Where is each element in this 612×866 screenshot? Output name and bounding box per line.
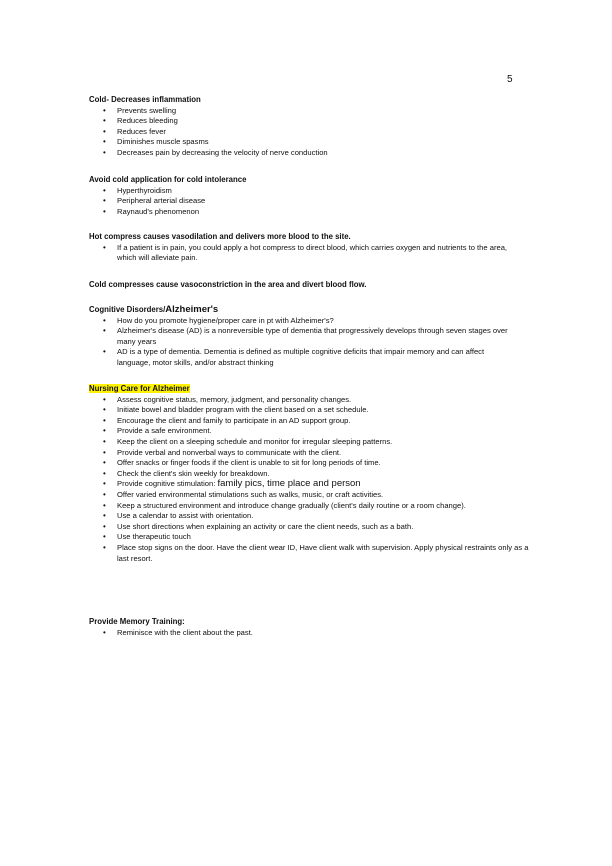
list-item: • Use therapeutic touch — [89, 532, 529, 543]
avoid-cold-list — [89, 186, 529, 218]
list-item: • Check the client's skin weekly for breakdown. — [89, 469, 529, 480]
list-item: • Reduces fever — [89, 127, 529, 138]
memory-training-heading: Provide Memory Training: — [89, 617, 185, 626]
nursing-care-section — [89, 384, 529, 564]
cold-list — [89, 106, 529, 159]
cold-compress-heading: Cold compresses cause vasoconstriction in the area and divert blood flow. — [89, 280, 367, 289]
nursing-care-heading — [89, 384, 529, 395]
list-item — [89, 479, 529, 490]
list-item: • Diminishes muscle spasms — [89, 137, 529, 148]
memory-training-list — [89, 628, 529, 639]
list-item: • Raynaud's phenomenon — [89, 207, 529, 218]
cognitive-list — [89, 316, 529, 369]
cognitive-heading-handwritten: Alzheimer's — [165, 304, 219, 315]
list-item: • AD is a type of dementia. Dementia is defined as multiple cognitive deficits that impair memory and can affect language, motor skills, and/or abstract thinking — [89, 347, 529, 368]
avoid-cold-heading: Avoid cold application for cold intolerance — [89, 175, 247, 184]
list-item: • Offer varied environmental stimulations such as walks, music, or craft activities. — [89, 490, 529, 501]
stimulation-text: Provide cognitive stimulation: — [117, 479, 216, 489]
cold-compress-section — [89, 280, 529, 291]
cognitive-section — [89, 305, 529, 369]
hot-compress-list — [89, 243, 529, 264]
list-item: • Place stop signs on the door. Have the client wear ID, Have client walk with supervision. Apply physical restraints only as a last resort. — [89, 543, 529, 564]
list-item: • Reminisce with the client about the past. — [89, 628, 529, 639]
list-item: • Keep the client on a sleeping schedule and monitor for irregular sleeping patterns. — [89, 437, 529, 448]
list-item: • Prevents swelling — [89, 106, 529, 117]
avoid-cold-section — [89, 175, 529, 217]
stimulation-handwritten: family pics, time place and person — [217, 478, 361, 490]
list-item: • How do you promote hygiene/proper care in pt with Alzheimer's? — [89, 316, 529, 327]
list-item: • Use short directions when explaining an activity or care the client needs, such as a bath. — [89, 522, 529, 533]
hot-compress-heading: Hot compress causes vasodilation and delivers more blood to the site. — [89, 232, 351, 241]
memory-training-section — [89, 617, 529, 638]
hot-compress-section — [89, 232, 529, 264]
list-item: • Decreases pain by decreasing the velocity of nerve conduction — [89, 148, 529, 159]
nursing-care-list — [89, 395, 529, 565]
list-item: • Alzheimer's disease (AD) is a nonreversible type of dementia that progressively develops through seven stages over many years — [89, 326, 529, 347]
list-item: • Assess cognitive status, memory, judgment, and personality changes. — [89, 395, 529, 406]
nursing-care-heading-text: Nursing Care for Alzheimer — [89, 384, 190, 393]
list-item: • Keep a structured environment and introduce change gradually (client's daily routine or a room change). — [89, 501, 529, 512]
list-item: • Reduces bleeding — [89, 116, 529, 127]
list-item: • Use a calendar to assist with orientation. — [89, 511, 529, 522]
list-item: • Offer snacks or finger foods if the client is unable to sit for long periods of time. — [89, 458, 529, 469]
cold-section — [89, 95, 529, 159]
list-item: • If a patient is in pain, you could apply a hot compress to direct blood, which carries oxygen and nutrients to the area, which will alleviate pain. — [89, 243, 529, 264]
list-item: • Provide verbal and nonverbal ways to communicate with the client. — [89, 448, 529, 459]
cognitive-heading — [89, 305, 529, 316]
cognitive-heading-prefix: Cognitive Disorders/ — [89, 305, 166, 314]
cold-heading: Cold- Decreases inflammation — [89, 95, 201, 104]
list-item: • Peripheral arterial disease — [89, 196, 529, 207]
list-item: • Initiate bowel and bladder program with the client based on a set schedule. — [89, 405, 529, 416]
list-item: • Provide a safe environment. — [89, 426, 529, 437]
list-item: • Hyperthyroidism — [89, 186, 529, 197]
page-number: 5 — [507, 74, 513, 85]
list-item: • Encourage the client and family to participate in an AD support group. — [89, 416, 529, 427]
